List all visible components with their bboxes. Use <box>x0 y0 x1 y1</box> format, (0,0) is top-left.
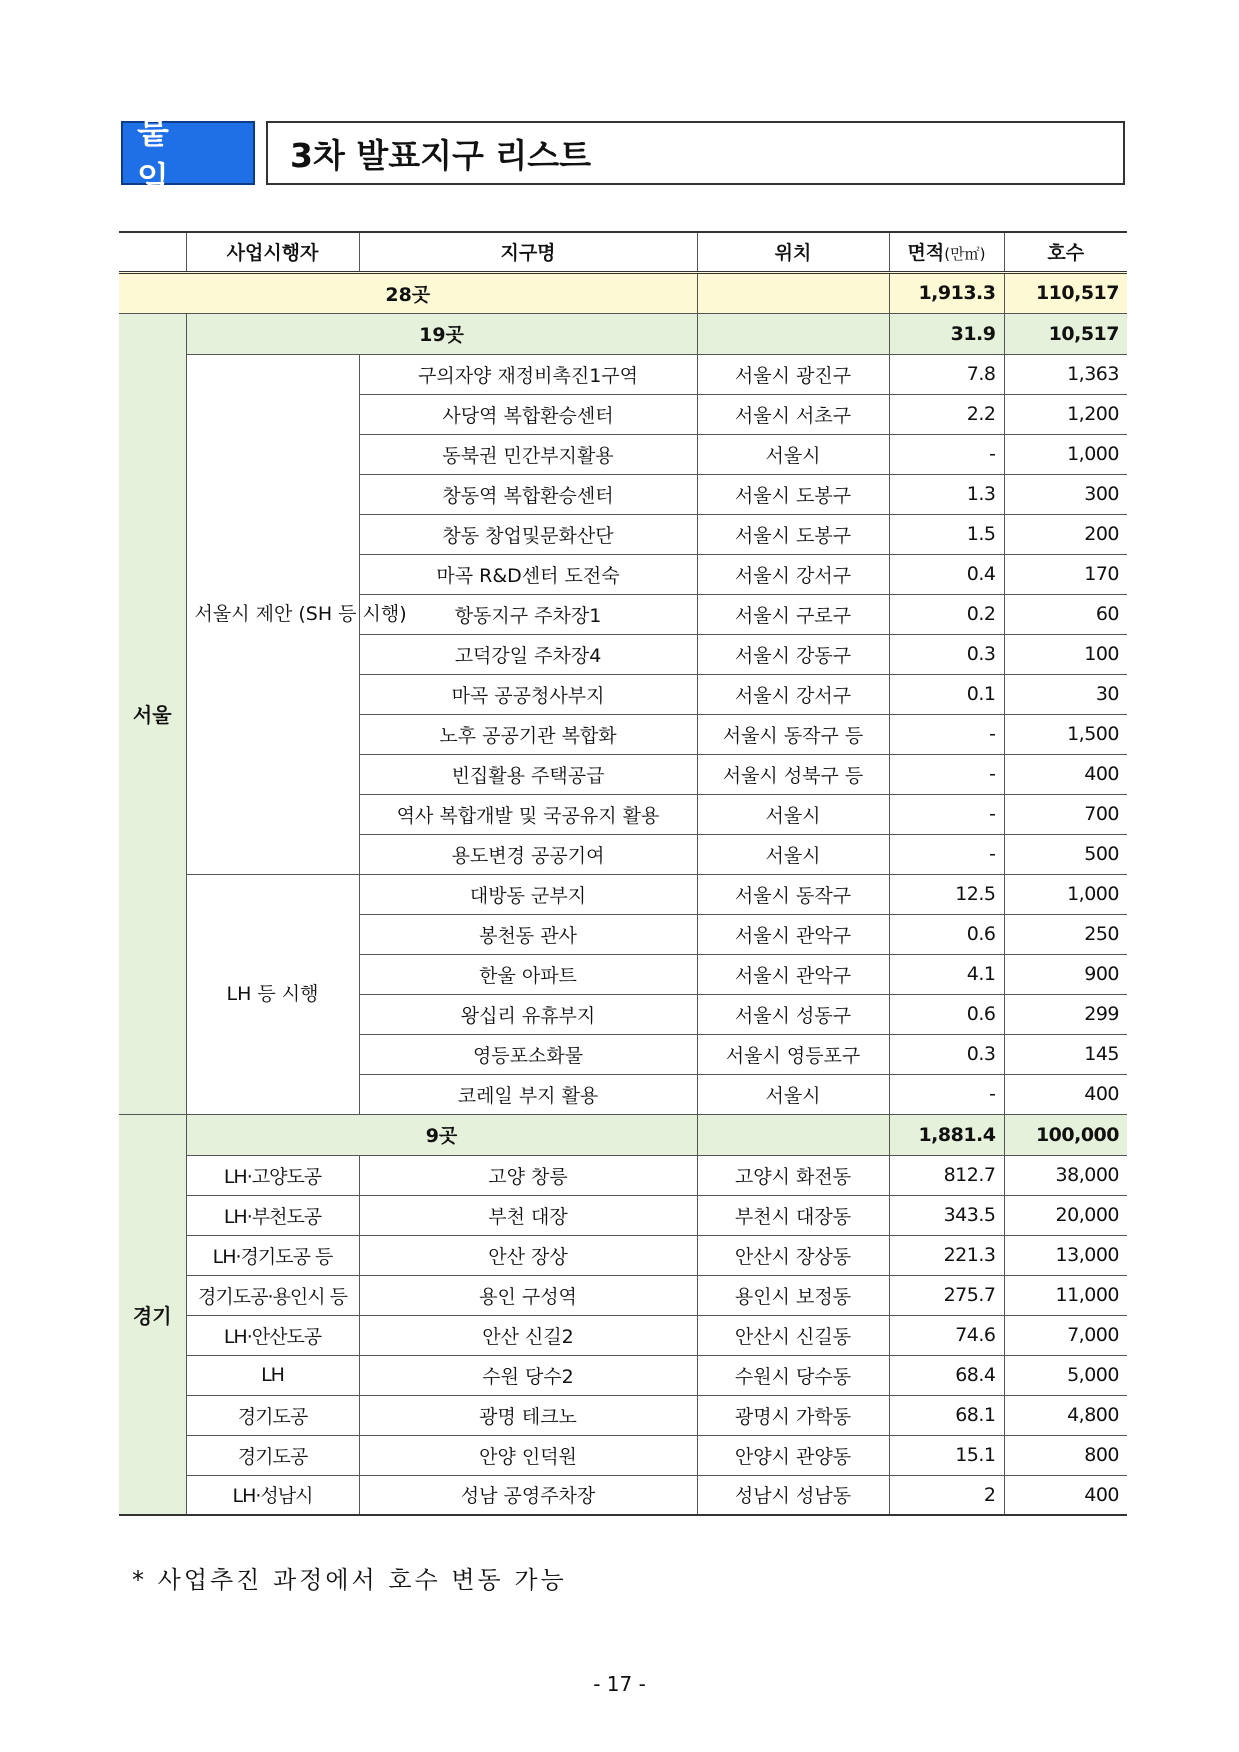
executor-cell: LH 등 시행 <box>186 874 359 1114</box>
district-name: 구의자양 재정비촉진1구역 <box>359 354 697 394</box>
district-area: 0.3 <box>889 634 1004 674</box>
subtotal-label: 19곳 <box>186 313 697 354</box>
district-units: 1,000 <box>1004 874 1127 914</box>
subtotal-area: 31.9 <box>889 313 1004 354</box>
district-units: 100 <box>1004 634 1127 674</box>
table-row <box>119 1315 1127 1355</box>
district-name: 노후 공공기관 복합화 <box>359 714 697 754</box>
district-name: 고양 창릉 <box>359 1155 697 1195</box>
executor-cell: LH·경기도공 등 <box>186 1235 359 1275</box>
region-seoul: 서울 <box>119 313 186 1114</box>
col-executor: 사업시행자 <box>186 232 359 272</box>
district-name: 영등포소화물 <box>359 1034 697 1074</box>
district-location: 서울시 <box>697 434 889 474</box>
district-units: 20,000 <box>1004 1195 1127 1235</box>
col-units: 호수 <box>1004 232 1127 272</box>
district-area: 15.1 <box>889 1435 1004 1475</box>
executor-cell: LH <box>186 1355 359 1395</box>
district-units: 500 <box>1004 834 1127 874</box>
executor-cell: LH·안산도공 <box>186 1315 359 1355</box>
district-area: 7.8 <box>889 354 1004 394</box>
district-area: 0.6 <box>889 914 1004 954</box>
subtotal-row-gyeonggi <box>119 1114 1127 1155</box>
district-area: 275.7 <box>889 1275 1004 1315</box>
district-name: 고덕강일 주차장4 <box>359 634 697 674</box>
district-area: - <box>889 794 1004 834</box>
table-row <box>119 1395 1127 1435</box>
district-units: 5,000 <box>1004 1355 1127 1395</box>
district-location: 서울시 동작구 <box>697 874 889 914</box>
footnote: * 사업추진 과정에서 호수 변동 가능 <box>132 1566 567 1594</box>
executor-cell: 경기도공 <box>186 1435 359 1475</box>
district-units: 900 <box>1004 954 1127 994</box>
district-name: 마곡 R&D센터 도전숙 <box>359 554 697 594</box>
district-units: 60 <box>1004 594 1127 634</box>
district-location: 안양시 관양동 <box>697 1435 889 1475</box>
district-area: 1.5 <box>889 514 1004 554</box>
table-row <box>119 354 1127 394</box>
total-location <box>697 272 889 313</box>
executor-cell: 서울시 제안 (SH 등 시행) <box>186 354 359 874</box>
district-area: - <box>889 714 1004 754</box>
executor-cell: 경기도공·용인시 등 <box>186 1275 359 1315</box>
district-units: 250 <box>1004 914 1127 954</box>
district-name: 수원 당수2 <box>359 1355 697 1395</box>
total-area: 1,913.3 <box>889 272 1004 313</box>
table-row <box>119 1435 1127 1475</box>
district-location: 서울시 관악구 <box>697 914 889 954</box>
district-location: 서울시 서초구 <box>697 394 889 434</box>
district-location: 서울시 광진구 <box>697 354 889 394</box>
district-location: 서울시 강동구 <box>697 634 889 674</box>
district-name: 동북권 민간부지활용 <box>359 434 697 474</box>
district-location: 서울시 <box>697 1074 889 1114</box>
district-location: 서울시 강서구 <box>697 674 889 714</box>
district-name: 대방동 군부지 <box>359 874 697 914</box>
district-name: 부천 대장 <box>359 1195 697 1235</box>
district-area: 12.5 <box>889 874 1004 914</box>
executor-cell: LH·부천도공 <box>186 1195 359 1235</box>
district-location: 서울시 구로구 <box>697 594 889 634</box>
district-location: 서울시 도봉구 <box>697 474 889 514</box>
table-row <box>119 1235 1127 1275</box>
col-region <box>119 232 186 272</box>
district-units: 1,500 <box>1004 714 1127 754</box>
district-location: 서울시 성동구 <box>697 994 889 1034</box>
subtotal-location <box>697 1114 889 1155</box>
district-location: 수원시 당수동 <box>697 1355 889 1395</box>
col-location: 위치 <box>697 232 889 272</box>
district-location: 서울시 관악구 <box>697 954 889 994</box>
district-area: 221.3 <box>889 1235 1004 1275</box>
district-area: - <box>889 754 1004 794</box>
col-district: 지구명 <box>359 232 697 272</box>
district-area: 2 <box>889 1475 1004 1515</box>
district-units: 38,000 <box>1004 1155 1127 1195</box>
district-location: 서울시 강서구 <box>697 554 889 594</box>
district-units: 11,000 <box>1004 1275 1127 1315</box>
district-units: 299 <box>1004 994 1127 1034</box>
district-units: 1,200 <box>1004 394 1127 434</box>
district-location: 부천시 대장동 <box>697 1195 889 1235</box>
district-units: 1,000 <box>1004 434 1127 474</box>
district-units: 700 <box>1004 794 1127 834</box>
page-number: - 17 - <box>593 1672 646 1696</box>
appendix-tag: 붙 임 <box>121 121 255 185</box>
district-location: 서울시 성북구 등 <box>697 754 889 794</box>
subtotal-units: 10,517 <box>1004 313 1127 354</box>
district-area: 343.5 <box>889 1195 1004 1235</box>
district-location: 안산시 신길동 <box>697 1315 889 1355</box>
district-units: 400 <box>1004 754 1127 794</box>
district-area: 0.1 <box>889 674 1004 714</box>
district-name: 한울 아파트 <box>359 954 697 994</box>
district-area: - <box>889 434 1004 474</box>
district-name: 창동역 복합환승센터 <box>359 474 697 514</box>
district-location: 서울시 도봉구 <box>697 514 889 554</box>
table-row <box>119 1195 1127 1235</box>
district-location: 고양시 화전동 <box>697 1155 889 1195</box>
district-area: 68.1 <box>889 1395 1004 1435</box>
district-units: 170 <box>1004 554 1127 594</box>
district-name: 사당역 복합환승센터 <box>359 394 697 434</box>
table-row <box>119 874 1127 914</box>
district-units: 30 <box>1004 674 1127 714</box>
district-location: 서울시 <box>697 834 889 874</box>
district-units: 1,363 <box>1004 354 1127 394</box>
subtotal-area: 1,881.4 <box>889 1114 1004 1155</box>
total-units: 110,517 <box>1004 272 1127 313</box>
district-units: 200 <box>1004 514 1127 554</box>
district-location: 안산시 장상동 <box>697 1235 889 1275</box>
subtotal-row-seoul <box>119 313 1127 354</box>
district-units: 300 <box>1004 474 1127 514</box>
district-area: 74.6 <box>889 1315 1004 1355</box>
district-units: 145 <box>1004 1034 1127 1074</box>
district-name: 마곡 공공청사부지 <box>359 674 697 714</box>
district-location: 성남시 성남동 <box>697 1475 889 1515</box>
table-row <box>119 1475 1127 1515</box>
district-area: - <box>889 1074 1004 1114</box>
district-name: 안산 장상 <box>359 1235 697 1275</box>
district-units: 7,000 <box>1004 1315 1127 1355</box>
col-area: 면적(만㎡) <box>889 232 1004 272</box>
area-unit: (만㎡) <box>944 245 986 264</box>
subtotal-units: 100,000 <box>1004 1114 1127 1155</box>
subtotal-location <box>697 313 889 354</box>
district-area: 0.2 <box>889 594 1004 634</box>
district-name: 안양 인덕원 <box>359 1435 697 1475</box>
district-name: 용인 구성역 <box>359 1275 697 1315</box>
district-name: 역사 복합개발 및 국공유지 활용 <box>359 794 697 834</box>
district-area: - <box>889 834 1004 874</box>
executor-cell: LH·성남시 <box>186 1475 359 1515</box>
district-units: 800 <box>1004 1435 1127 1475</box>
district-location: 서울시 동작구 등 <box>697 714 889 754</box>
subtotal-label: 9곳 <box>186 1114 697 1155</box>
district-name: 봉천동 관사 <box>359 914 697 954</box>
executor-cell: LH·고양도공 <box>186 1155 359 1195</box>
district-name: 코레일 부지 활용 <box>359 1074 697 1114</box>
district-location: 용인시 보정동 <box>697 1275 889 1315</box>
district-name: 용도변경 공공기여 <box>359 834 697 874</box>
table-row <box>119 1355 1127 1395</box>
district-table <box>119 231 1127 1516</box>
district-name: 창동 창업및문화산단 <box>359 514 697 554</box>
district-area: 68.4 <box>889 1355 1004 1395</box>
district-name: 광명 테크노 <box>359 1395 697 1435</box>
district-units: 400 <box>1004 1475 1127 1515</box>
district-location: 서울시 <box>697 794 889 834</box>
district-units: 4,800 <box>1004 1395 1127 1435</box>
district-area: 0.3 <box>889 1034 1004 1074</box>
district-location: 서울시 영등포구 <box>697 1034 889 1074</box>
district-name: 안산 신길2 <box>359 1315 697 1355</box>
district-name: 성남 공영주차장 <box>359 1475 697 1515</box>
table-row <box>119 1275 1127 1315</box>
district-units: 400 <box>1004 1074 1127 1114</box>
total-label: 28곳 <box>119 272 697 313</box>
district-area: 4.1 <box>889 954 1004 994</box>
district-area: 0.4 <box>889 554 1004 594</box>
district-area: 0.6 <box>889 994 1004 1034</box>
district-name: 왕십리 유휴부지 <box>359 994 697 1034</box>
district-name: 빈집활용 주택공급 <box>359 754 697 794</box>
district-area: 812.7 <box>889 1155 1004 1195</box>
executor-cell: 경기도공 <box>186 1395 359 1435</box>
page-title: 3차 발표지구 리스트 <box>266 121 1125 185</box>
district-location: 광명시 가학동 <box>697 1395 889 1435</box>
district-units: 13,000 <box>1004 1235 1127 1275</box>
table-row <box>119 1155 1127 1195</box>
table-header-row <box>119 232 1127 272</box>
district-name: 항동지구 주차장1 <box>359 594 697 634</box>
total-row <box>119 272 1127 313</box>
region-gyeonggi: 경기 <box>119 1114 186 1515</box>
district-area: 2.2 <box>889 394 1004 434</box>
district-area: 1.3 <box>889 474 1004 514</box>
